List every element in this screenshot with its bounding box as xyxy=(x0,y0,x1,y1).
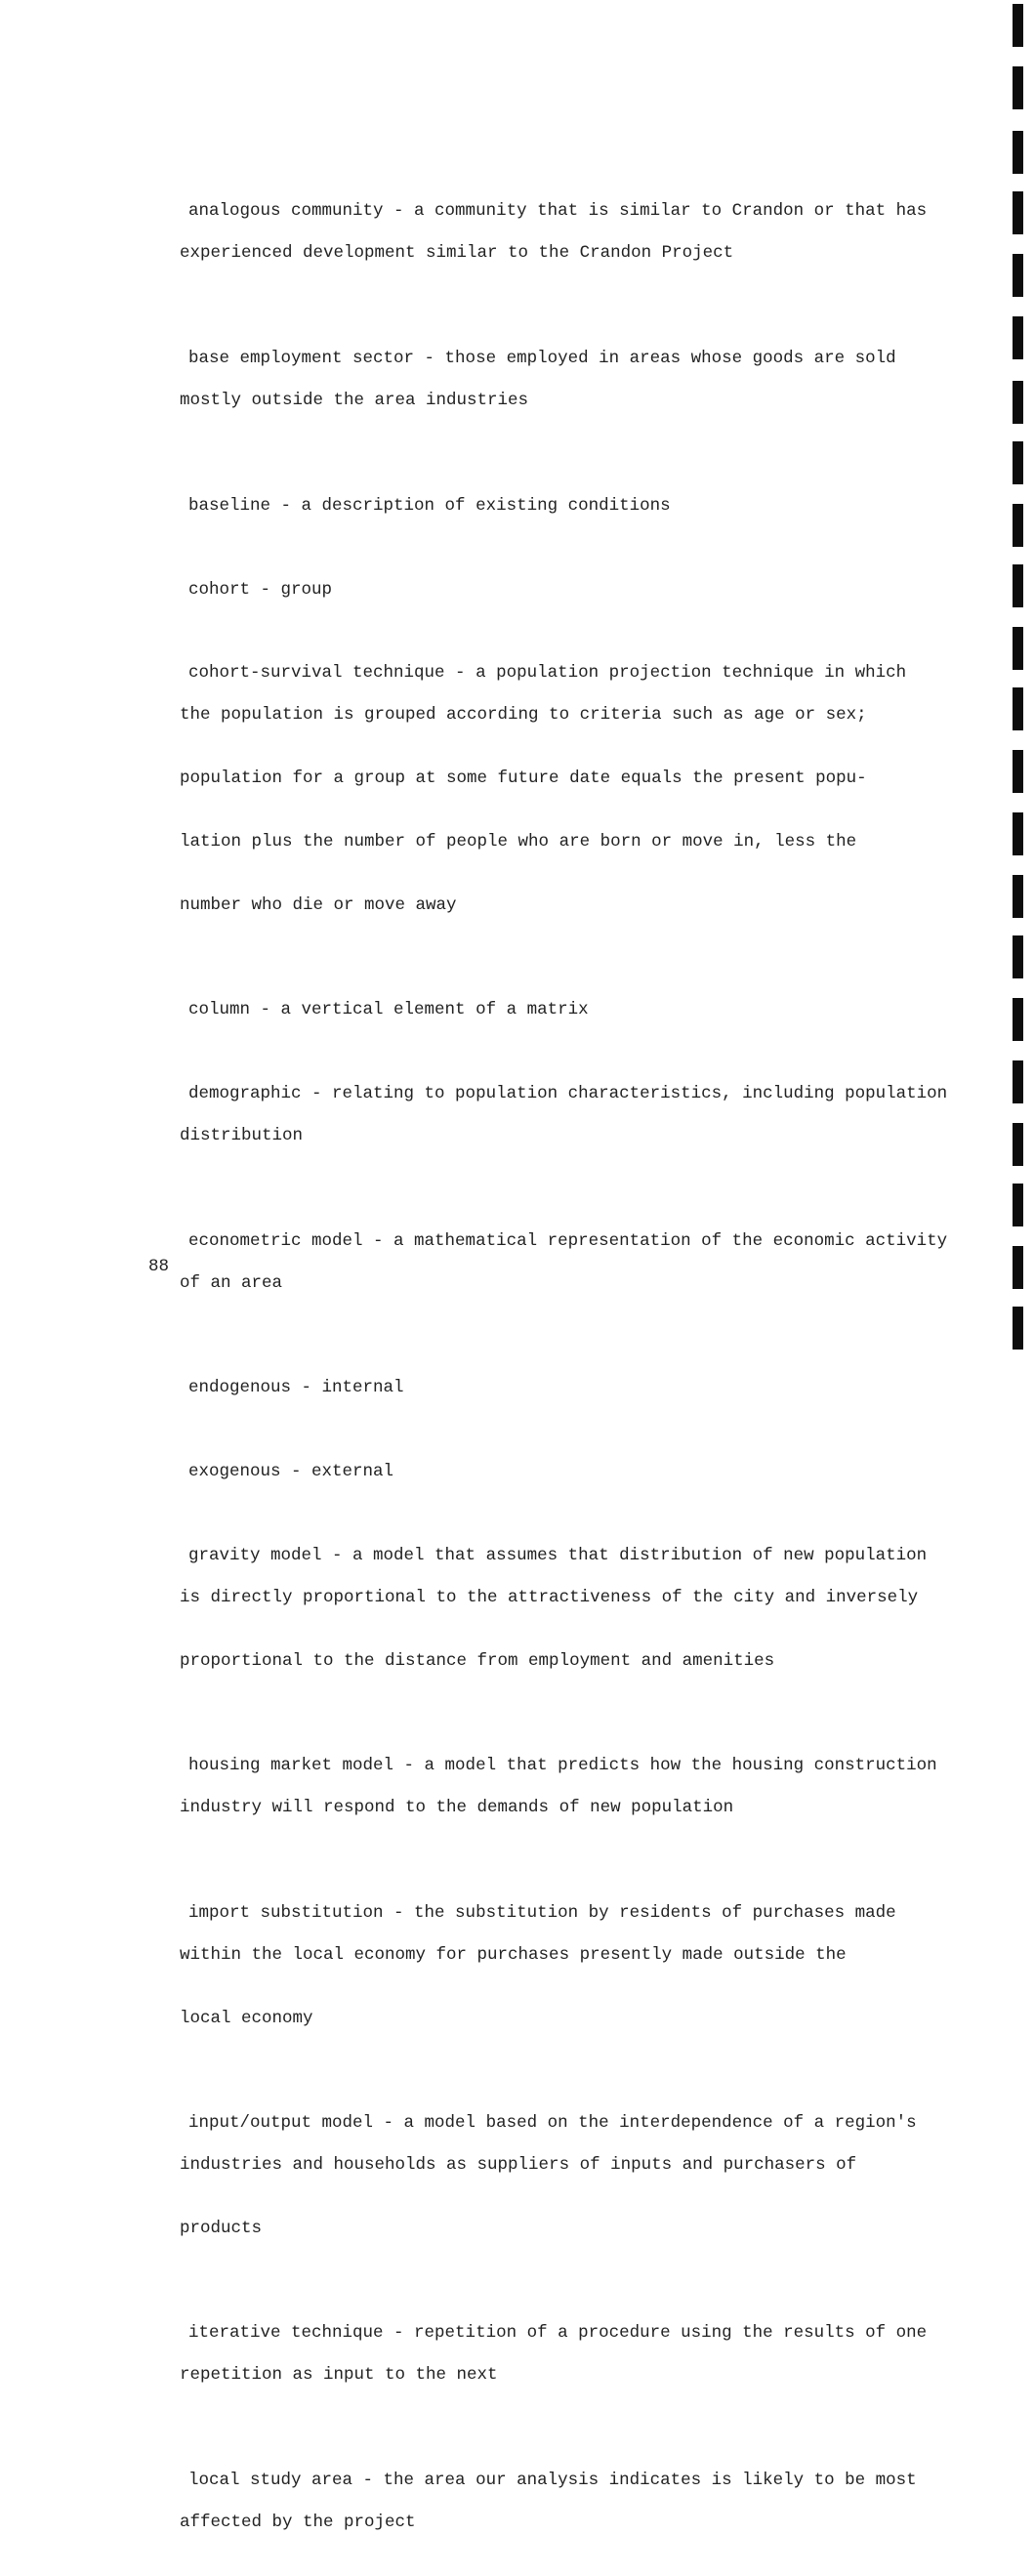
binding-mark xyxy=(1013,504,1023,547)
glossary-entry xyxy=(127,643,937,959)
entry-continuation: within the local economy for purchases presently made outside the xyxy=(180,1944,847,1965)
entry-line: exogenous - external xyxy=(188,1461,394,1481)
entry-continuation: local economy xyxy=(180,2008,313,2028)
binding-mark xyxy=(1013,1184,1023,1226)
binding-mark xyxy=(1013,441,1023,484)
entry-continuation: of an area xyxy=(180,1272,283,1293)
entry-continuation: mostly outside the area industries xyxy=(180,391,529,411)
entry-continuation: industries and households as suppliers of inputs and purchasers of xyxy=(180,2155,857,2176)
binding-mark xyxy=(1013,381,1023,424)
glossary-entry xyxy=(127,328,937,455)
binding-mark xyxy=(1013,750,1023,793)
entry-line: analogous community - a community that is similar to Crandon or that has xyxy=(188,200,928,221)
entry-line: housing market model - a model that predicts how the housing construction xyxy=(188,1756,937,1775)
glossary-entry xyxy=(127,1357,937,1421)
glossary-entry xyxy=(127,475,937,538)
binding-mark xyxy=(1013,935,1023,978)
binding-mark xyxy=(1013,1123,1023,1166)
binding-mark xyxy=(1013,254,1023,297)
glossary-entry xyxy=(127,2449,937,2576)
glossary-entry xyxy=(127,559,937,622)
glossary-entry xyxy=(127,1524,937,1714)
binding-mark xyxy=(1013,627,1023,670)
binding-mark xyxy=(1013,564,1023,607)
entry-continuation: the population is grouped according to criteria such as age or sex; xyxy=(180,705,867,726)
entry-line: local study area - the area our analysis indicates is likely to be most xyxy=(188,2470,917,2490)
entry-continuation: industry will respond to the demands of new population xyxy=(180,1798,734,1818)
entry-line: column - a vertical element of a matrix xyxy=(188,1000,589,1020)
glossary-entry xyxy=(127,1062,948,1189)
binding-edge xyxy=(1013,0,1026,1348)
entry-continuation: distribution xyxy=(180,1126,304,1146)
entry-continuation: number who die or move away xyxy=(180,894,457,915)
page-number: 88 xyxy=(148,1257,170,1276)
binding-mark xyxy=(1013,1060,1023,1103)
binding-mark xyxy=(1013,875,1023,918)
binding-mark xyxy=(1013,812,1023,855)
glossary-entry xyxy=(127,1882,937,2071)
entry-line: cohort-survival technique - a population projection technique in which xyxy=(188,663,907,684)
binding-mark xyxy=(1013,131,1023,174)
binding-mark xyxy=(1013,998,1023,1041)
entry-line: import substitution - the substitution by residents of purchases made xyxy=(188,1902,896,1923)
glossary-list xyxy=(127,180,948,2576)
entry-line: iterative technique - repetition of a procedure using the results of one xyxy=(188,2323,928,2344)
glossary-entry xyxy=(127,1210,948,1337)
entry-continuation: products xyxy=(180,2218,263,2238)
binding-mark xyxy=(1013,191,1023,234)
entry-continuation: proportional to the distance from employment and amenities xyxy=(180,1650,775,1671)
glossary-entry xyxy=(127,2092,937,2281)
entry-continuation: experienced development similar to the Crandon Project xyxy=(180,242,734,263)
binding-mark xyxy=(1013,66,1023,109)
entry-line: cohort - group xyxy=(188,579,333,600)
glossary-entry xyxy=(127,2303,937,2430)
entry-line: baseline - a description of existing conditions xyxy=(188,495,671,516)
entry-line: input/output model - a model based on the interdependence of a region's xyxy=(188,2112,917,2133)
glossary-entry xyxy=(127,1734,937,1861)
glossary-entry xyxy=(127,180,937,307)
entry-continuation: repetition as input to the next xyxy=(180,2365,498,2386)
binding-mark xyxy=(1013,687,1023,730)
entry-continuation: population for a group at some future date equals the present popu- xyxy=(180,769,867,789)
entry-line: endogenous - internal xyxy=(188,1378,404,1398)
entry-line: demographic - relating to population characteristics, including population xyxy=(188,1083,948,1103)
entry-line: base employment sector - those employed in areas whose goods are sold xyxy=(188,349,896,369)
binding-mark xyxy=(1013,1307,1023,1350)
binding-mark xyxy=(1013,4,1023,47)
glossary-entry xyxy=(127,1440,937,1504)
entry-continuation: lation plus the number of people who are born or move in, less the xyxy=(180,832,857,852)
entry-line: gravity model - a model that assumes that distribution of new population xyxy=(188,1545,928,1565)
glossary-entry xyxy=(127,979,937,1043)
binding-mark xyxy=(1013,1246,1023,1289)
entry-line: econometric model - a mathematical representation of the economic activity xyxy=(188,1230,948,1251)
entry-continuation: is directly proportional to the attractiveness of the city and inversely xyxy=(180,1587,919,1607)
entry-continuation: affected by the project xyxy=(180,2513,416,2532)
binding-mark xyxy=(1013,316,1023,359)
